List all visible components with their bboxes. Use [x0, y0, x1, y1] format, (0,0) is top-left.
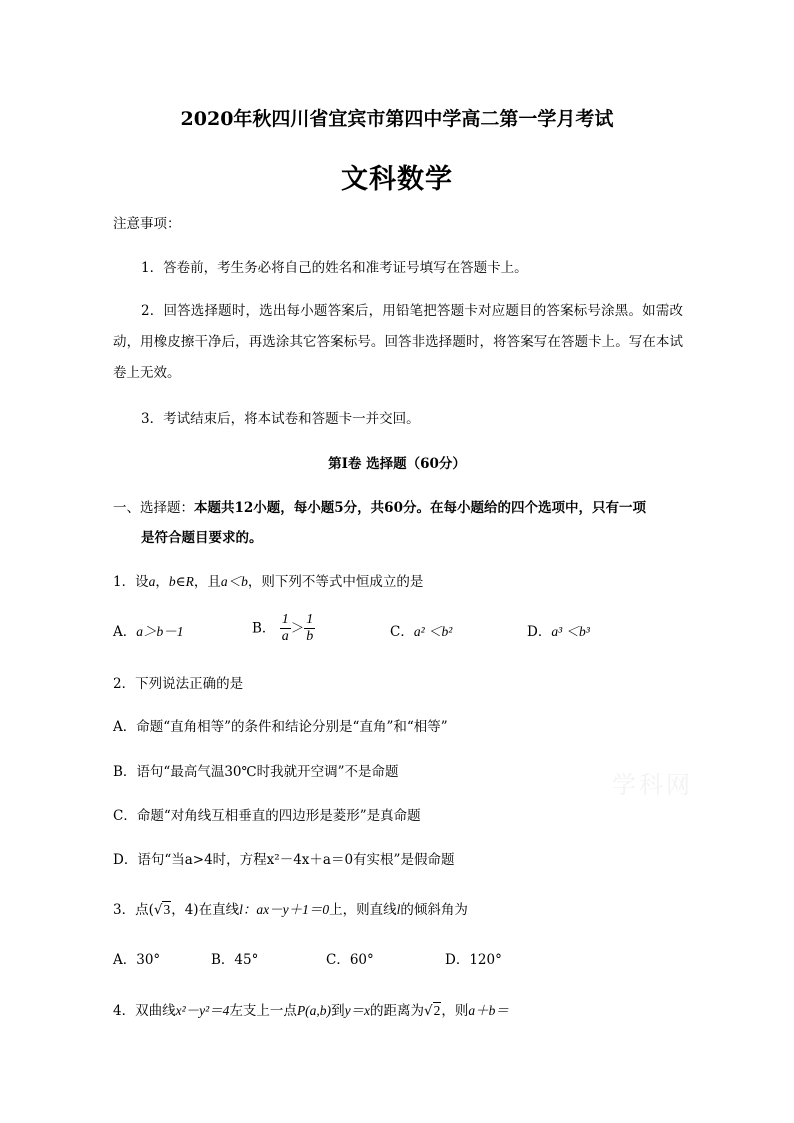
- q1-stem-c: ，则下列不等式中恒成立的是: [247, 574, 424, 590]
- q3-stem-a: 3．点(: [113, 902, 154, 918]
- q2-option-d: D．语句“当a>4时，方程x²－4x＋a＝0有实根”是假命题: [113, 852, 455, 868]
- q1-optB-gt: ＞: [290, 620, 305, 637]
- q1-cond: b∈R: [168, 574, 194, 589]
- q1-option-b: [252, 612, 315, 645]
- q1-optB-label: B．: [252, 620, 276, 637]
- q4-stem: 4．双曲线x²－y²＝4左支上一点P(a,b)到y＝x的距离为√2，则a＋b＝: [113, 1003, 509, 1019]
- q1-var-a: a: [148, 574, 156, 589]
- q1-optA-label: A．: [113, 624, 137, 640]
- q1-optA-expr: a＞b－1: [136, 624, 184, 639]
- q4-stem-a: 4．双曲线: [113, 1003, 176, 1019]
- q1-stem-b: ，且: [193, 574, 221, 590]
- q4-line: y＝x: [344, 1003, 371, 1018]
- q1-optD-label: D．: [527, 624, 552, 640]
- q4-point: P(a,b): [296, 1003, 332, 1018]
- frac-den: a: [281, 629, 289, 644]
- q4-stem-c: 到: [331, 1003, 345, 1019]
- q1-optD-expr: a³ ＜b³: [551, 624, 590, 639]
- q3-line: l：ax－y＋1＝0: [239, 902, 330, 917]
- q2-option-a: A．命题“直角相等”的条件和结论分别是“直角”和“相等”: [113, 719, 448, 735]
- frac-num: 1: [306, 612, 314, 627]
- section-title: 第Ⅰ卷 选择题（60分）: [328, 456, 466, 472]
- q3-option-a: A．30°: [113, 952, 161, 968]
- q4-stem-d: 的距离为: [370, 1003, 425, 1019]
- q3-stem-c: 上，则直线: [329, 902, 397, 918]
- notice-item-1: 1．答卷前，考生务必将自己的姓名和准考证号填写在答题卡上。: [141, 260, 528, 276]
- frac-den: b: [306, 629, 314, 644]
- q4-stem-b: 左支上一点: [229, 1003, 297, 1019]
- q3-l: l: [396, 902, 401, 917]
- q3-stem: 3．点(√3，4)在直线l：ax－y＋1＝0上，则直线l的倾斜角为: [113, 902, 468, 918]
- q3-stem-b: ，4)在直线: [171, 902, 240, 918]
- part-desc-bold: 四个选项中: [510, 500, 579, 516]
- exam-title: 2020年秋四川省宜宾市第四中学高二第一学月考试: [180, 108, 614, 130]
- q1-option-d: [527, 622, 590, 642]
- q1-optC-expr: a² ＜b²: [413, 624, 453, 639]
- q4-stem-e: ，则: [441, 1003, 469, 1019]
- q1-optC-label: C．: [390, 624, 414, 640]
- q3-sqrt: 3: [163, 902, 171, 917]
- q4-eq: x²－y²＝4: [175, 1003, 230, 1018]
- q1-optB-frac1: [280, 612, 291, 645]
- part-label: 一、选择题：: [113, 500, 194, 516]
- q1-sep: ，: [155, 574, 169, 590]
- q3-option-b: B．45°: [211, 952, 259, 968]
- part-desc-a: 本题共12小题，每小题5分，共60分。在每小题给的: [194, 500, 511, 516]
- q2-option-c: C．命题“对角线互相垂直的四边形是菱形”是真命题: [113, 808, 421, 824]
- q1-stem-a: 1．设: [113, 574, 149, 590]
- notice-heading: 注意事项：: [113, 216, 181, 232]
- q1-optB-frac2: [304, 612, 315, 645]
- q3-stem-d: 的倾斜角为: [400, 902, 468, 918]
- part-instructions: [113, 498, 646, 518]
- q3-option-c: C．60°: [326, 952, 374, 968]
- part-desc-b: ，只有一项: [578, 500, 646, 516]
- part-desc-c: 是符合题目要求的。: [141, 530, 263, 546]
- notice-item-2: 2．回答选择题时，选出每小题答案后，用铅笔把答题卡对应题目的答案标号涂黑。如需改动，用橡皮擦干净后，再选涂其它答案标号。回答非选择题时，将答案写在答题卡上。写在本试卷上无效。: [113, 303, 683, 381]
- watermark: 学科网: [612, 771, 693, 799]
- q2-option-b: B．语句“最高气温30℃时我就开空调”不是命题: [113, 764, 399, 780]
- notice-item-3: 3．考试结束后，将本试卷和答题卡一并交回。: [141, 411, 420, 427]
- q1-option-a: [113, 622, 184, 642]
- q4-sum: a＋b＝: [468, 1003, 509, 1018]
- q2-stem: 2．下列说法正确的是: [113, 676, 244, 692]
- subject-title: 文科数学: [341, 164, 453, 195]
- q1-option-c: [390, 622, 452, 642]
- q1-stem: [113, 572, 423, 592]
- q3-option-d: D．120°: [445, 952, 502, 968]
- q1-ineq: a＜b: [220, 574, 248, 589]
- frac-num: 1: [281, 612, 289, 627]
- q4-sqrt: 2: [433, 1003, 441, 1018]
